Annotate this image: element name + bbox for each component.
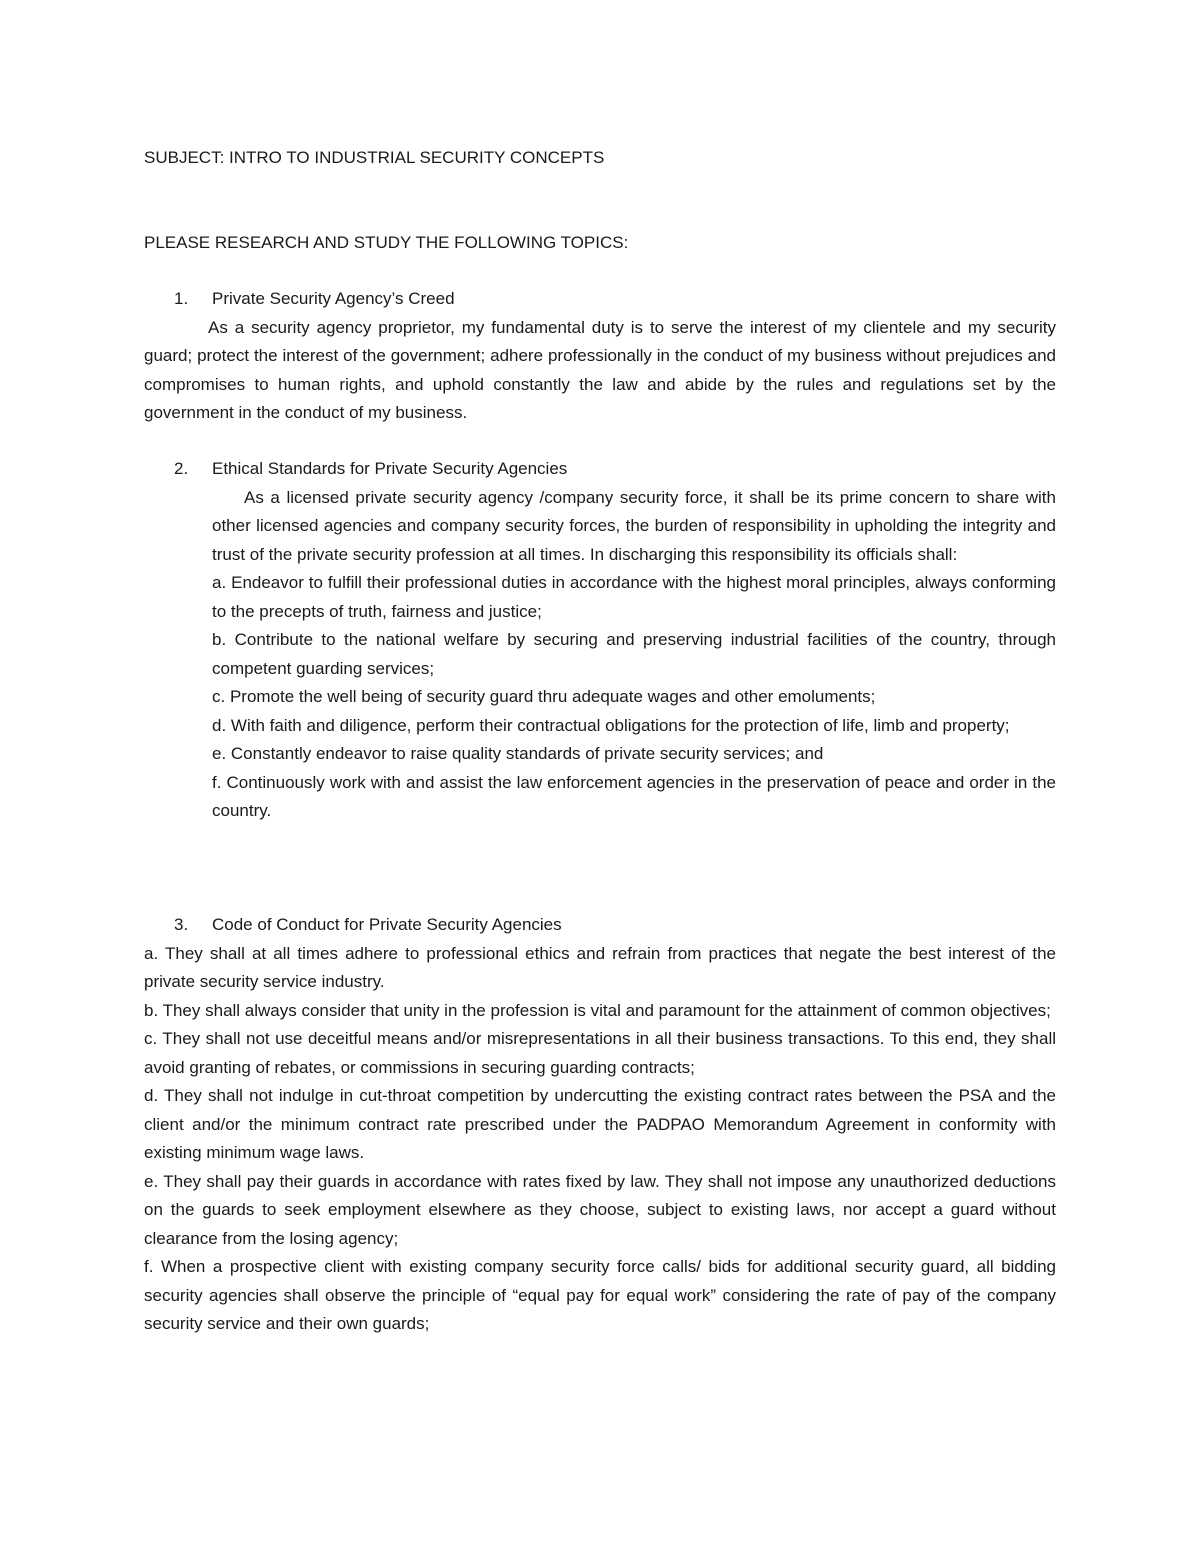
list-item: f. When a prospective client with existing company security force calls/ bids for additional security guard, all bidding security agencies shall observe the principle of “equal pay for equal work” considering the rate of pay of the company security service and their own guards; [144, 1257, 1056, 1333]
section-number: 3. [174, 915, 189, 934]
subject-line: SUBJECT: INTRO TO INDUSTRIAL SECURITY CONCEPTS [144, 148, 605, 167]
instruction-line: PLEASE RESEARCH AND STUDY THE FOLLOWING TOPICS: [144, 233, 629, 252]
section-title: Ethical Standards for Private Security Agencies [212, 459, 568, 478]
list-item: c. They shall not use deceitful means and/or misrepresentations in all their business transactions. To this end, they shall avoid granting of rebates, or commissions in securing guarding contracts; [144, 1029, 1056, 1077]
list-item: b. They shall always consider that unity in the profession is vital and paramount for the attainment of common objectives; [144, 1000, 1051, 1020]
list-item: d. With faith and diligence, perform their contractual obligations for the protection of life, limb and property; [212, 715, 1010, 735]
section-title: Code of Conduct for Private Security Agencies [212, 915, 562, 934]
section-number: 1. [174, 289, 189, 308]
section-ethical-standards [144, 455, 1056, 826]
ethics-intro-paragraph: As a licensed private security agency /company security force, it shall be its prime concern to share with other licensed agencies and company security forces, the burden of responsibility in upholding the integrity and trust of the private security profession at all times. In discharging this responsibility its officials shall: [212, 487, 1056, 564]
list-item: e. Constantly endeavor to raise quality standards of private security services; and [212, 744, 824, 763]
list-item: a. They shall at all times adhere to professional ethics and refrain from practices that negate the best interest of the private security service industry. [144, 943, 1056, 991]
section-number: 2. [174, 459, 189, 478]
list-item: e. They shall pay their guards in accordance with rates fixed by law. They shall not impose any unauthorized deductions on the guards to seek employment elsewhere as they choose, subject to existing laws, nor accept a guard without clearance from the losing agency; [144, 1171, 1056, 1248]
section-title: Private Security Agency’s Creed [212, 289, 455, 308]
section-code-of-conduct [144, 911, 1056, 1339]
section-creed [144, 285, 1056, 428]
list-item: c. Promote the well being of security guard thru adequate wages and other emoluments; [212, 687, 876, 706]
list-item: d. They shall not indulge in cut-throat competition by undercutting the existing contract rates between the PSA and the client and/or the minimum contract rate prescribed under the PADPAO Memorandum Agreement in conformity with existing minimum wage laws. [144, 1086, 1056, 1162]
section-heading [144, 455, 1056, 484]
list-item: f. Continuously work with and assist the law enforcement agencies in the preservation of peace and order in the country. [212, 772, 1056, 820]
list-item: a. Endeavor to fulfill their professional duties in accordance with the highest moral principles, always conforming to the precepts of truth, fairness and justice; [212, 573, 1056, 621]
section-heading [144, 285, 1056, 314]
list-item: b. Contribute to the national welfare by securing and preserving industrial facilities of the country, through competent guarding services; [212, 630, 1056, 678]
section-heading [144, 911, 1056, 940]
creed-paragraph: As a security agency proprietor, my fundamental duty is to serve the interest of my clientele and my security guard; protect the interest of the government; adhere professionally in the conduct of my business without prejudices and compromises to human rights, and uphold constantly the law and abide by the rules and regulations set by the government in the conduct of my business. [144, 317, 1056, 422]
